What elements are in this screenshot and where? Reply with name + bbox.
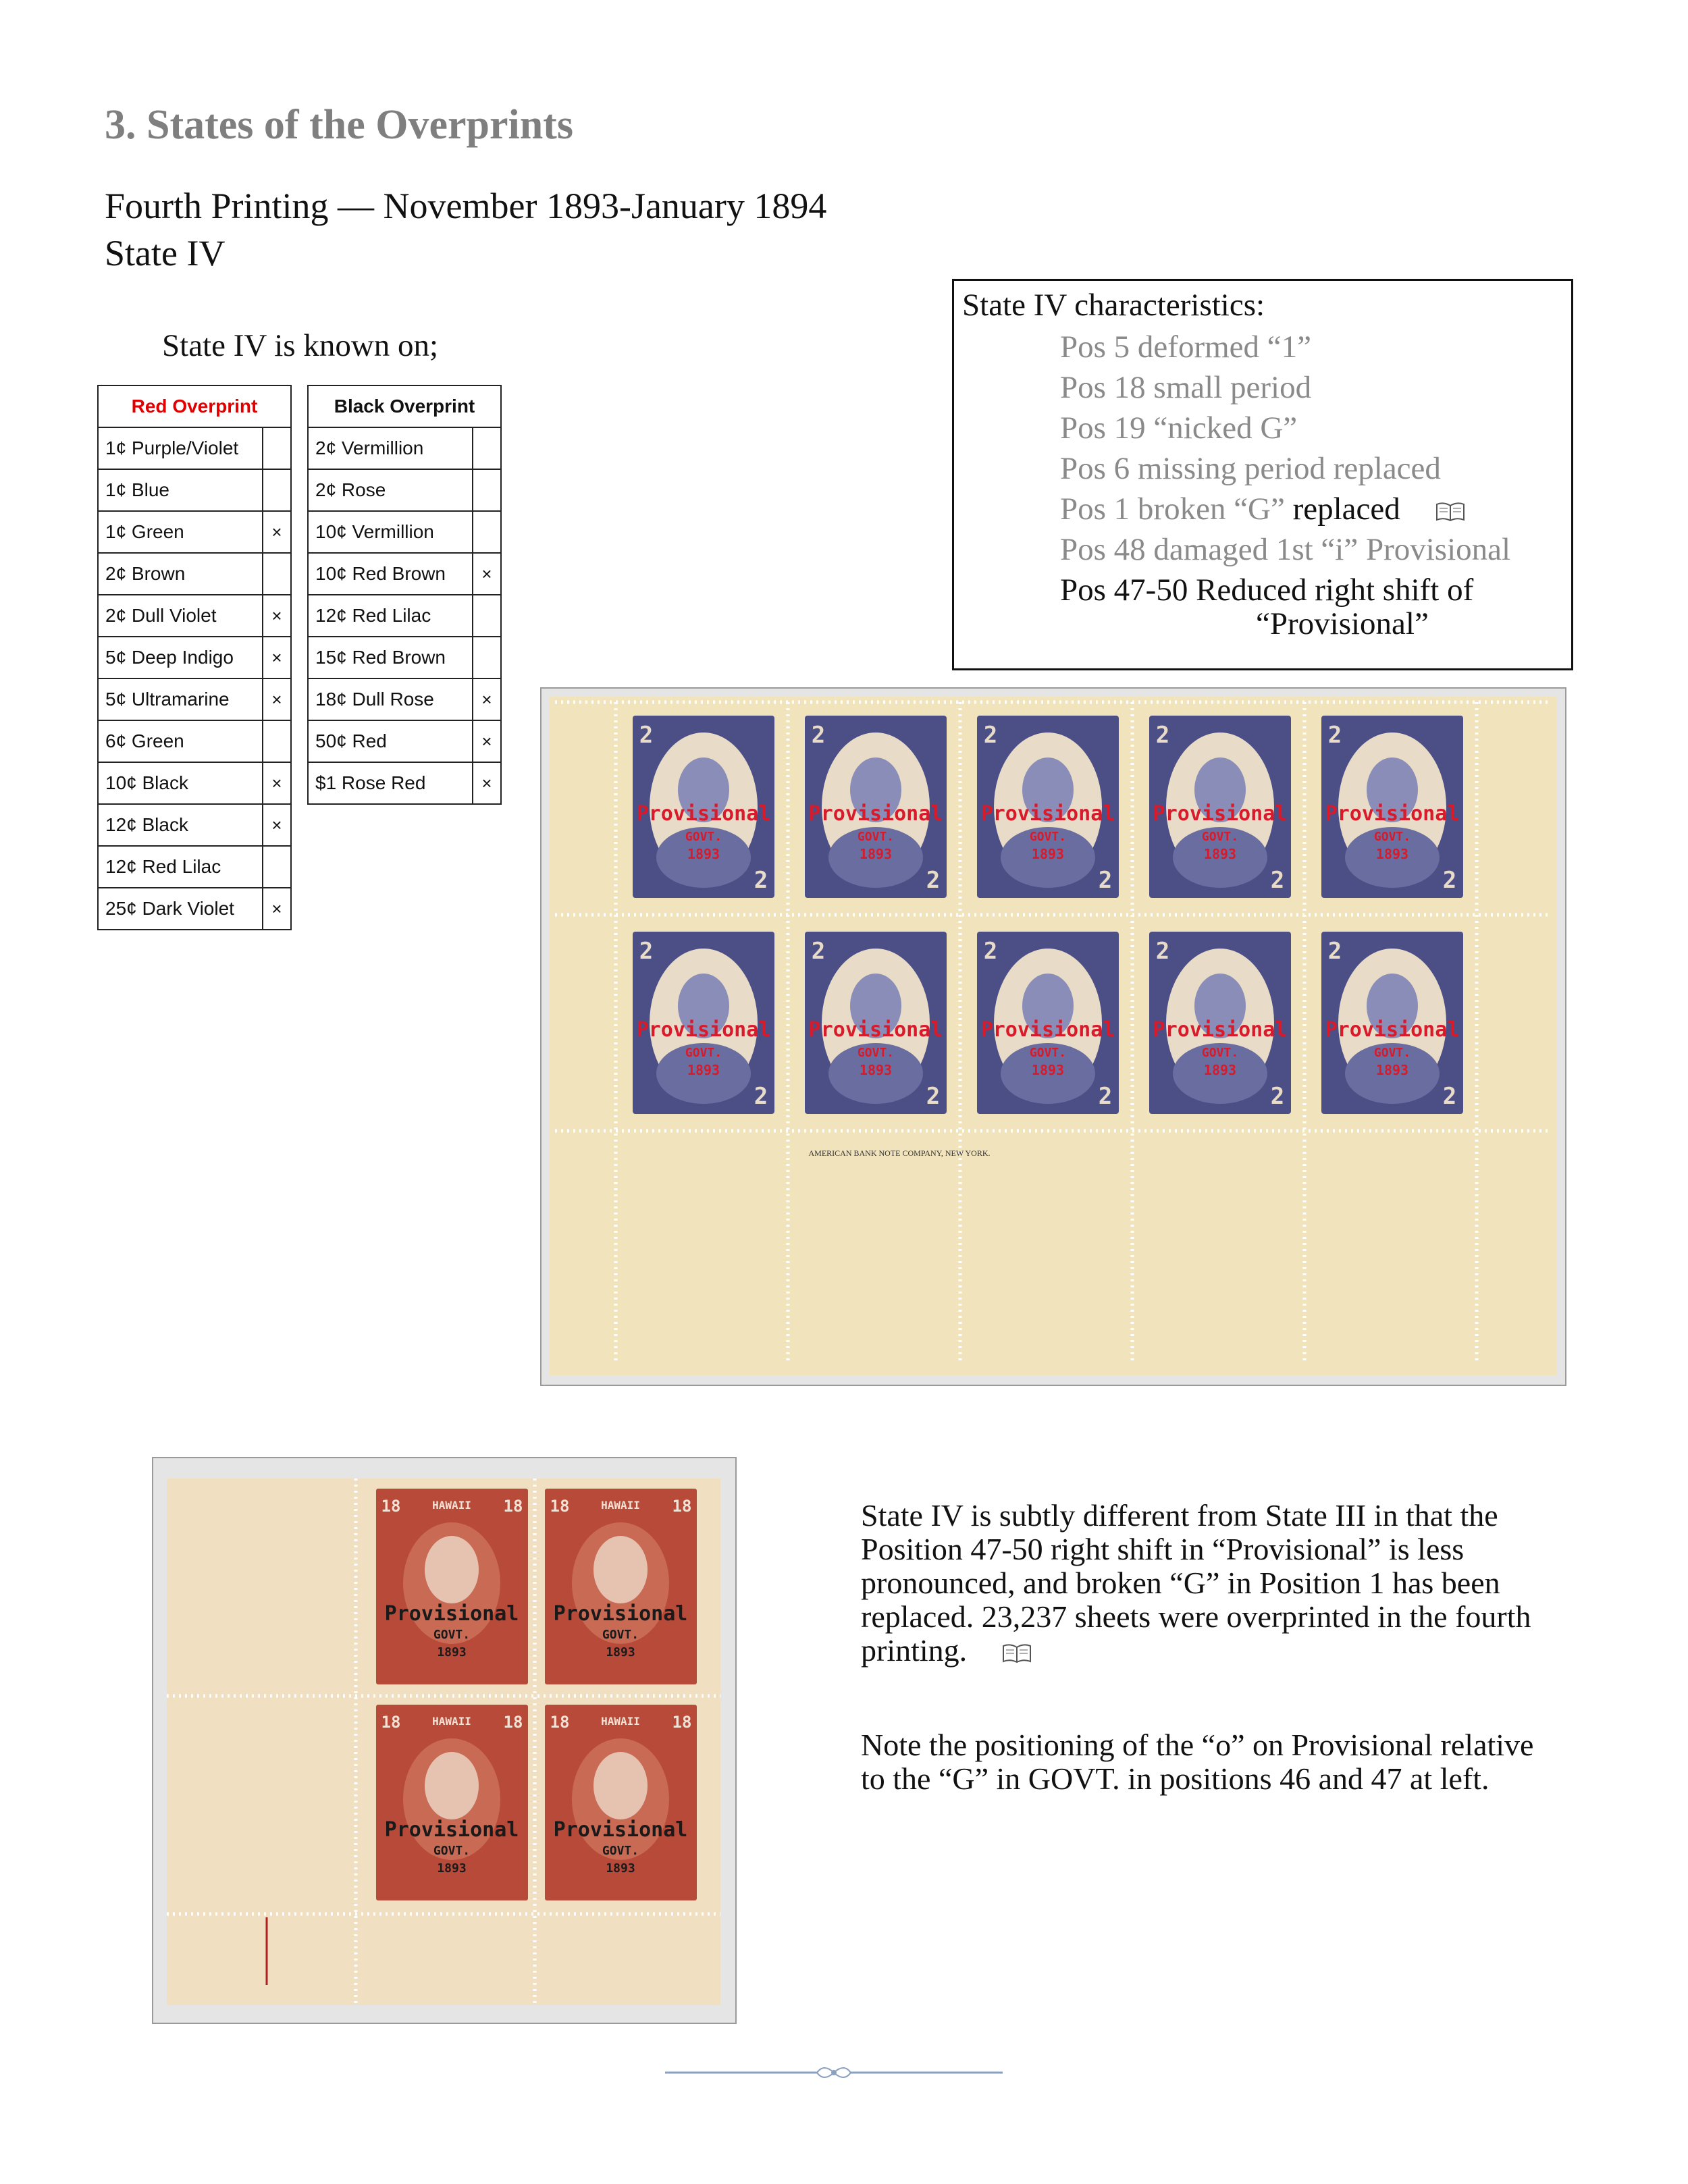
table-row [308, 469, 501, 511]
table-row [308, 637, 501, 678]
stamp-variety: 12¢ Red Lilac [308, 595, 473, 637]
stamp [977, 716, 1119, 898]
stamp-variety: 10¢ Red Brown [308, 553, 473, 595]
stamp [1149, 716, 1291, 898]
overprint-year: 1893 [1203, 1062, 1237, 1078]
stamp-value: 2 [811, 938, 826, 965]
variety-mark [473, 511, 501, 553]
characteristics-title: State IV characteristics: [962, 288, 1265, 323]
stamp-value: 18 [550, 1497, 570, 1516]
stamp [633, 932, 774, 1114]
red-stamp-block [153, 1458, 735, 2023]
black-overprint-header: Black Overprint [308, 385, 501, 427]
stamp-value: 2 [639, 722, 654, 749]
overprint-provisional: Provisional [1153, 1018, 1288, 1042]
characteristic-item: Pos 19 “nicked G” [1060, 410, 1298, 446]
stamp-portrait-head [425, 1752, 479, 1819]
table-row [98, 511, 291, 553]
overprint-govt: GOVT. [1029, 830, 1067, 844]
stamp-value: 2 [1327, 722, 1342, 749]
stamp-variety: 15¢ Red Brown [308, 637, 473, 678]
stamp-country: HAWAII [432, 1499, 471, 1512]
sheet-imprint: AMERICAN BANK NOTE COMPANY, NEW YORK. [808, 1148, 991, 1158]
overprint-govt: GOVT. [685, 830, 722, 844]
table-row [308, 720, 501, 762]
table-row [98, 846, 291, 888]
overprint-year: 1893 [437, 1861, 467, 1875]
overprint-govt: GOVT. [1201, 1046, 1239, 1060]
description-paragraph [861, 1499, 1550, 1668]
table-row [308, 762, 501, 804]
stamp [376, 1489, 528, 1684]
blue-stamp-block-image [540, 687, 1566, 1386]
overprint-year: 1893 [859, 1062, 893, 1078]
overprint-provisional: Provisional [1325, 1018, 1460, 1042]
table-row [98, 427, 291, 469]
stamp-portrait-head [594, 1536, 648, 1603]
stamp-variety: 12¢ Red Lilac [98, 846, 263, 888]
characteristic-item: “Provisional” [1256, 606, 1429, 641]
black-overprint-table [307, 385, 502, 805]
variety-mark: × [473, 720, 501, 762]
variety-mark: × [263, 678, 291, 720]
stamp-value: 18 [550, 1713, 570, 1732]
table-row [98, 720, 291, 762]
stamp-variety: 2¢ Brown [98, 553, 263, 595]
known-on-intro: State IV is known on; [162, 328, 439, 363]
overprint-year: 1893 [606, 1861, 635, 1875]
variety-mark [263, 427, 291, 469]
stamp-portrait-head [594, 1752, 648, 1819]
overprint-provisional: Provisional [553, 1818, 688, 1842]
overprint-provisional: Provisional [384, 1602, 519, 1626]
stamp [1321, 932, 1463, 1114]
stamp-value: 2 [1098, 867, 1113, 894]
overprint-year: 1893 [1203, 846, 1237, 862]
stamp-value: 2 [926, 867, 941, 894]
blue-stamp-block [542, 689, 1565, 1385]
stamp-value: 2 [639, 938, 654, 965]
stamp-variety: 1¢ Purple/Violet [98, 427, 263, 469]
stamp [633, 716, 774, 898]
overprint-provisional: Provisional [808, 1018, 943, 1042]
characteristic-item [1060, 491, 1465, 527]
characteristic-item: Pos 18 small period [1060, 370, 1312, 405]
table-row [98, 888, 291, 930]
variety-mark [473, 637, 501, 678]
overprint-govt: GOVT. [685, 1046, 722, 1060]
variety-mark [263, 720, 291, 762]
printing-title: Fourth Printing — November 1893-January 1894 [105, 186, 827, 226]
characteristic-item: Pos 6 missing period replaced [1060, 451, 1441, 486]
stamp-value: 2 [1270, 867, 1285, 894]
overprint-govt: GOVT. [1373, 1046, 1411, 1060]
stamp-country: HAWAII [601, 1499, 640, 1512]
overprint-year: 1893 [606, 1645, 635, 1659]
stamp-variety: 1¢ Blue [98, 469, 263, 511]
red-overprint-header: Red Overprint [98, 385, 291, 427]
characteristic-item-replaced: replaced [1292, 491, 1400, 527]
table-row [308, 511, 501, 553]
printing-heading [105, 182, 826, 277]
stamp-variety: 25¢ Dark Violet [98, 888, 263, 930]
characteristic-item: Pos 5 deformed “1” [1060, 329, 1311, 365]
overprint-year: 1893 [687, 846, 720, 862]
ornament-divider-icon [665, 2059, 1003, 2086]
characteristic-item: Pos 47-50 Reduced right shift of [1060, 572, 1474, 608]
table-row [308, 553, 501, 595]
stamp-value: 2 [1155, 722, 1170, 749]
stamp-variety: 1¢ Green [98, 511, 263, 553]
stamp [1321, 716, 1463, 898]
overprint-provisional: Provisional [384, 1818, 519, 1842]
red-overprint-table [97, 385, 292, 930]
overprint-year: 1893 [1031, 1062, 1065, 1078]
overprint-govt: GOVT. [433, 1628, 471, 1642]
table-row [308, 595, 501, 637]
variety-mark: × [263, 762, 291, 804]
variety-mark [263, 553, 291, 595]
overprint-govt: GOVT. [433, 1844, 471, 1858]
table-row [98, 762, 291, 804]
stamp [805, 716, 947, 898]
variety-mark: × [263, 804, 291, 846]
variety-mark [473, 469, 501, 511]
variety-mark: × [473, 553, 501, 595]
stamp-variety: 2¢ Rose [308, 469, 473, 511]
overprint-provisional: Provisional [1153, 802, 1288, 826]
table-row [98, 678, 291, 720]
table-row [308, 427, 501, 469]
overprint-provisional: Provisional [1325, 802, 1460, 826]
variety-mark: × [263, 637, 291, 678]
variety-mark: × [263, 888, 291, 930]
variety-mark [263, 846, 291, 888]
stamp-value: 2 [983, 722, 998, 749]
overprint-provisional: Provisional [636, 802, 771, 826]
stamp-value: 2 [1155, 938, 1170, 965]
stamp-variety: 10¢ Black [98, 762, 263, 804]
stamp-country: HAWAII [601, 1715, 640, 1728]
overprint-govt: GOVT. [857, 830, 895, 844]
stamp-value: 2 [926, 1083, 941, 1110]
table-row [308, 678, 501, 720]
stamp-variety: $1 Rose Red [308, 762, 473, 804]
characteristic-item: Pos 48 damaged 1st “i” Provisional [1060, 532, 1511, 567]
stamp-value: 18 [381, 1497, 401, 1516]
red-stamp-block-image [152, 1457, 737, 2024]
overprint-year: 1893 [859, 846, 893, 862]
stamp-value: 2 [1327, 938, 1342, 965]
book-icon[interactable] [1435, 502, 1465, 522]
stamp [545, 1705, 697, 1900]
overprint-provisional: Provisional [980, 802, 1115, 826]
description-text: State IV is subtly different from State III in that the Position 47-50 right shift in “Provisional” is less pronounced, and broken “G” in Position 1 has been replaced. 23,237 sheets were overprinted in the fourth printing. [861, 1498, 1531, 1668]
stamp-variety: 18¢ Dull Rose [308, 678, 473, 720]
overprint-govt: GOVT. [1029, 1046, 1067, 1060]
variety-mark [263, 469, 291, 511]
stamp-value: 18 [672, 1497, 692, 1516]
table-row [98, 553, 291, 595]
stamp-variety: 5¢ Ultramarine [98, 678, 263, 720]
stamp-portrait-head [425, 1536, 479, 1603]
variety-mark: × [263, 511, 291, 553]
stamp-variety: 50¢ Red [308, 720, 473, 762]
stamp-variety: 12¢ Black [98, 804, 263, 846]
stamp-value: 18 [672, 1713, 692, 1732]
table-row [98, 804, 291, 846]
stamp-variety: 2¢ Vermillion [308, 427, 473, 469]
overprint-provisional: Provisional [808, 802, 943, 826]
overprint-provisional: Provisional [980, 1018, 1115, 1042]
overprint-govt: GOVT. [1201, 830, 1239, 844]
stamp-variety: 6¢ Green [98, 720, 263, 762]
stamp-variety: 10¢ Vermillion [308, 511, 473, 553]
overprint-provisional: Provisional [636, 1018, 771, 1042]
stamp-variety: 5¢ Deep Indigo [98, 637, 263, 678]
page-title: 3. States of the Overprints [105, 102, 573, 148]
stamp-value: 2 [1442, 867, 1457, 894]
table-row [98, 637, 291, 678]
overprint-govt: GOVT. [857, 1046, 895, 1060]
overprint-year: 1893 [1375, 1062, 1409, 1078]
stamp-value: 2 [811, 722, 826, 749]
stamp-value: 2 [983, 938, 998, 965]
book-icon[interactable] [1002, 1643, 1032, 1663]
variety-mark: × [473, 762, 501, 804]
characteristic-item-text: Pos 1 broken “G” [1060, 491, 1285, 527]
overprint-govt: GOVT. [602, 1628, 639, 1642]
variety-mark [473, 595, 501, 637]
variety-mark: × [473, 678, 501, 720]
overprint-year: 1893 [1031, 846, 1065, 862]
overprint-govt: GOVT. [602, 1844, 639, 1858]
note-paragraph: Note the positioning of the “o” on Provisional relative to the “G” in GOVT. in positions 46 and 47 at left. [861, 1728, 1534, 1796]
overprint-year: 1893 [1375, 846, 1409, 862]
stamp-value: 2 [754, 867, 768, 894]
table-row [98, 469, 291, 511]
overprint-govt: GOVT. [1373, 830, 1411, 844]
stamp [805, 932, 947, 1114]
stamp [545, 1489, 697, 1684]
stamp [1149, 932, 1291, 1114]
stamp-value: 18 [381, 1713, 401, 1732]
state-title: State IV [105, 233, 226, 273]
stamp-value: 2 [1442, 1083, 1457, 1110]
stamp-value: 18 [503, 1713, 523, 1732]
stamp-value: 2 [1098, 1083, 1113, 1110]
stamp [376, 1705, 528, 1900]
stamp-variety: 2¢ Dull Violet [98, 595, 263, 637]
overprint-year: 1893 [687, 1062, 720, 1078]
stamp-value: 2 [1270, 1083, 1285, 1110]
stamp-value: 2 [754, 1083, 768, 1110]
stamp [977, 932, 1119, 1114]
table-row [98, 595, 291, 637]
variety-mark [473, 427, 501, 469]
stamp-value: 18 [503, 1497, 523, 1516]
overprint-provisional: Provisional [553, 1602, 688, 1626]
variety-mark: × [263, 595, 291, 637]
overprint-year: 1893 [437, 1645, 467, 1659]
stamp-country: HAWAII [432, 1715, 471, 1728]
